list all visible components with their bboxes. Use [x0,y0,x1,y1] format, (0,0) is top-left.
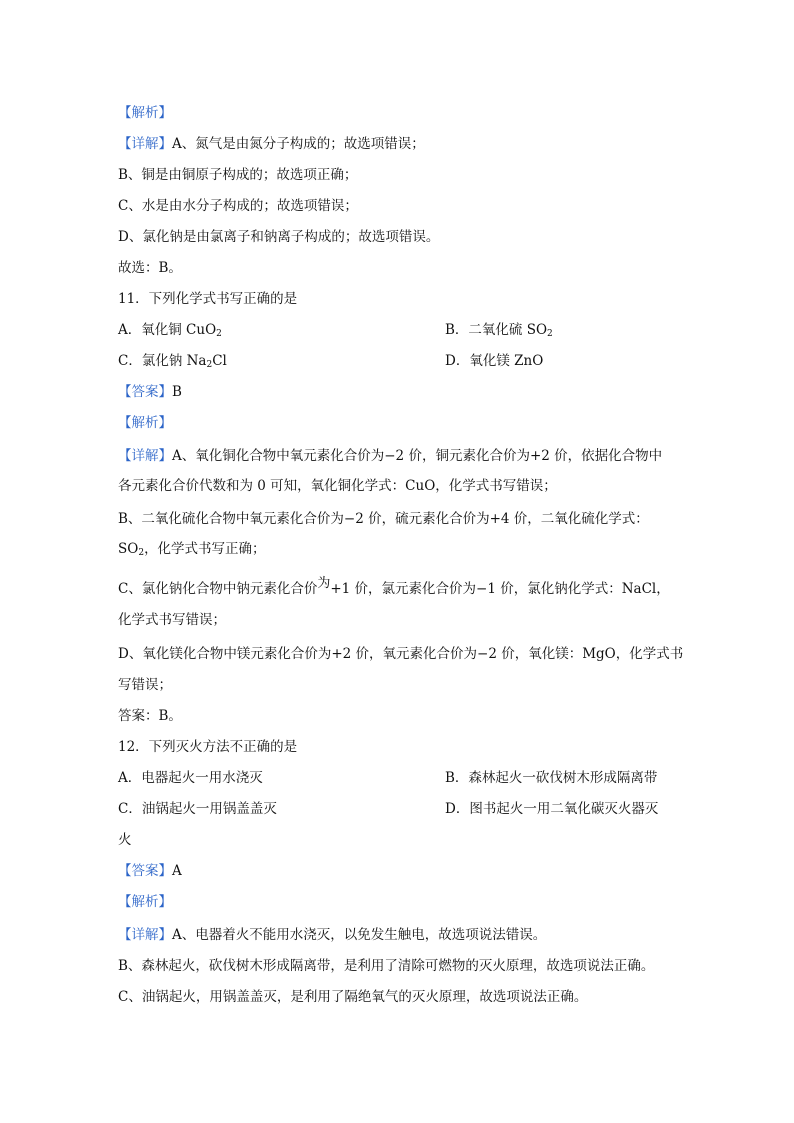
q12-detail-line-2: B、森林起火，砍伐树木形成隔离带，是利用了清除可燃物的灭火原理，故选项说法正确。 [118,958,655,974]
q12-detail-line-1 [118,926,546,944]
q11-option-b-subscript: 2 [547,329,553,339]
detail-tag: 【详解】 [118,136,172,152]
q11-detail-text-1: A、氧化铜化合物中氧元素化合价为−2 价，铜元素化合价为+2 价，依据化合物中 [172,448,663,464]
q11-option-c [118,352,227,370]
q11-option-c-subscript: 2 [206,360,213,370]
q11-option-b [445,321,553,339]
q12-option-c: C．油锅起火一用锅盖盖灭 [118,801,277,817]
q11-stem: 11．下列化学式书写正确的是 [118,291,298,307]
q12-stem: 12．下列灭火方法不正确的是 [118,739,298,755]
q11-answer-value: B [172,384,182,400]
q11-detail-line-1 [118,447,662,465]
q11-detail-line-8: 写错误； [118,677,172,693]
q10-choice: 故选：B。 [118,260,182,276]
q10-detail-line-4: D、氯化钠是由氯离子和钠离子构成的；故选项错误。 [118,229,440,245]
analysis-tag: 【解析】 [118,415,172,431]
answer-tag: 【答案】 [118,863,172,879]
q11-answer [118,383,182,401]
q11-detail-line-7: D、氧化镁化合物中镁元素化合价为+2 价，氧元素化合价为−2 价，氧化镁：MgO，化学式书 [118,646,684,662]
q10-detail-text-1: A、氮气是由氮分子构成的；故选项错误； [172,136,425,152]
analysis-heading [118,104,172,122]
q11-option-a-subscript: 2 [216,329,222,339]
q11-detail-line-4 [118,540,266,558]
q11-analysis-heading [118,414,172,432]
q12-option-d: D．图书起火一用二氧化碳灭火器灭 [445,801,659,817]
q11-detail-line-2: 各元素化合价代数和为 0 可知，氧化铜化学式：CuO，化学式书写错误； [118,478,557,494]
q10-detail-line-2: B、铜是由铜原子构成的；故选项正确； [118,167,358,183]
q12-option-d-wrap: 火 [118,832,132,848]
q11-detail-line-4-text: ，化学式书写正确； [144,541,266,557]
detail-tag: 【详解】 [118,448,172,464]
q12-option-a: A．电器起火一用水浇灭 [118,770,263,786]
q11-detail-line-4-formula: SO [118,541,139,557]
q11-option-c-text-end: Cl [212,353,227,369]
q12-option-b: B．森林起火一砍伐树木形成隔离带 [445,770,658,786]
q11-option-b-text: B．二氧化硫 SO [445,322,548,338]
answer-tag: 【答案】 [118,384,172,400]
detail-tag: 【详解】 [118,927,172,943]
q11-option-d: D．氧化镁 ZnO [445,353,544,369]
q11-detail-line-6: 化学式书写错误； [118,612,226,628]
q11-option-a [118,321,222,339]
q11-detail-line-5-text: C、氯化钠化合物中钠元素化合价 [118,581,318,597]
q12-analysis-heading [118,893,172,911]
q11-detail-line-5-raised-char: 为 [317,576,331,591]
analysis-tag: 【解析】 [118,105,172,121]
q12-detail-line-3: C、油锅起火，用锅盖盖灭，是利用了隔绝氧气的灭火原理，故选项说法正确。 [118,989,588,1005]
q10-detail-line-3: C、水是由水分子构成的；故选项错误； [118,198,358,214]
q12-detail-text-1: A、电器着火不能用水浇灭，以免发生触电，故选项说法错误。 [172,927,547,943]
analysis-tag: 【解析】 [118,894,172,910]
q11-option-a-text: A．氧化铜 CuO [118,322,217,338]
q12-answer-value: A [172,863,182,879]
q11-option-c-text: C．氯化钠 Na [118,353,207,369]
q10-detail-line-1 [118,135,425,153]
q11-detail-line-5-text-end: +1 价，氯元素化合价为−1 价，氯化钠化学式：NaCl， [330,581,670,597]
q11-detail-line-5 [118,576,670,599]
q11-detail-line-3: B、二氧化硫化合物中氧元素化合价为−2 价，硫元素化合价为+4 价，二氧化硫化学式： [118,511,649,527]
q12-answer [118,862,182,880]
q11-final-answer: 答案：B。 [118,708,182,724]
q11-detail-line-4-subscript: 2 [138,548,145,558]
